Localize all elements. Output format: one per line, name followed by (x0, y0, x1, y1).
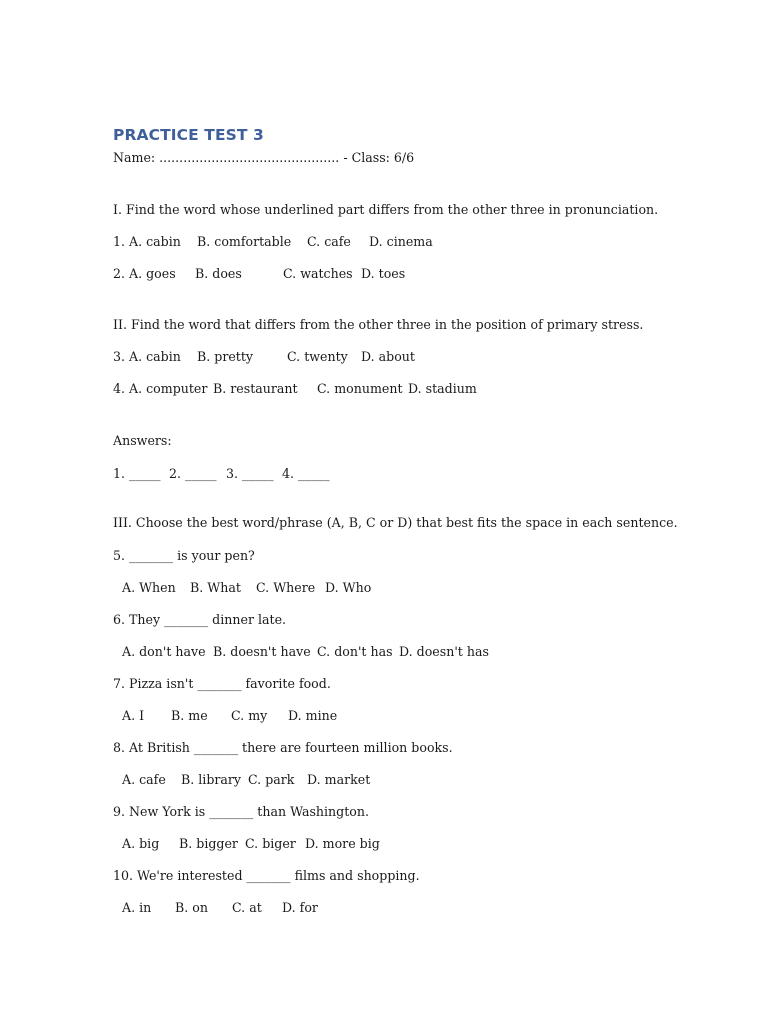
option: D. market (307, 772, 371, 787)
option: B. restaurant (213, 381, 298, 396)
option: D. toes (361, 266, 406, 281)
answer-blank: 1. _____ (113, 466, 161, 481)
option: C. monument (317, 381, 403, 396)
option: C. biger (245, 836, 296, 851)
option: C. cafe (307, 234, 351, 249)
option: D. more big (305, 836, 380, 851)
option: A. cafe (122, 772, 166, 787)
option: 3. A. cabin (113, 349, 181, 364)
question-5-stem: 5. _______ is your pen? (113, 548, 255, 563)
option: C. twenty (287, 349, 348, 364)
answer-blank: 4. _____ (282, 466, 330, 481)
option: B. bigger (179, 836, 238, 851)
answers-label: Answers: (113, 433, 172, 448)
option: B. What (190, 580, 241, 595)
option: B. pretty (197, 349, 254, 364)
section1-heading: I. Find the word whose underlined part differs from the other three in pronunciation. (113, 202, 659, 217)
option: D. cinema (369, 234, 433, 249)
answer-blank: 2. _____ (169, 466, 217, 481)
section3-heading: III. Choose the best word/phrase (A, B, C or D) that best fits the space in each sentence. (113, 515, 678, 530)
option: B. doesn't have (213, 644, 311, 659)
section2-heading: II. Find the word that differs from the other three in the position of primary stress. (113, 317, 644, 332)
option: 1. A. cabin (113, 234, 181, 249)
option: 4. A. computer (113, 381, 208, 396)
option: 2. A. goes (113, 266, 176, 281)
option: C. don't has (317, 644, 393, 659)
answer-blank: 3. _____ (226, 466, 274, 481)
option: B. comfortable (197, 234, 292, 249)
page-title: PRACTICE TEST 3 (113, 126, 264, 144)
option: D. doesn't has (399, 644, 489, 659)
question-6-stem: 6. They _______ dinner late. (113, 612, 287, 627)
option: D. Who (325, 580, 372, 595)
name-class-line: Name: ............................................. - Class: 6/6 (113, 150, 415, 165)
option: D. stadium (408, 381, 477, 396)
option: A. When (122, 580, 176, 595)
question-8-stem: 8. At British _______ there are fourteen million books. (113, 740, 453, 755)
option: B. does (195, 266, 242, 281)
option: A. in (122, 900, 152, 915)
question-7-stem: 7. Pizza isn't _______ favorite food. (113, 676, 331, 691)
option: D. about (361, 349, 415, 364)
option: D. for (282, 900, 318, 915)
option: B. on (175, 900, 208, 915)
option: C. my (231, 708, 268, 723)
option: A. I (122, 708, 145, 723)
option: B. library (181, 772, 242, 787)
question-10-stem: 10. We're interested _______ films and shopping. (113, 868, 420, 883)
option: B. me (171, 708, 208, 723)
question-9-stem: 9. New York is _______ than Washington. (113, 804, 369, 819)
option: C. park (248, 772, 295, 787)
option: A. don't have (122, 644, 206, 659)
option: C. at (232, 900, 262, 915)
option: A. big (122, 836, 160, 851)
option: D. mine (288, 708, 338, 723)
option: C. Where (256, 580, 316, 595)
option: C. watches (283, 266, 353, 281)
